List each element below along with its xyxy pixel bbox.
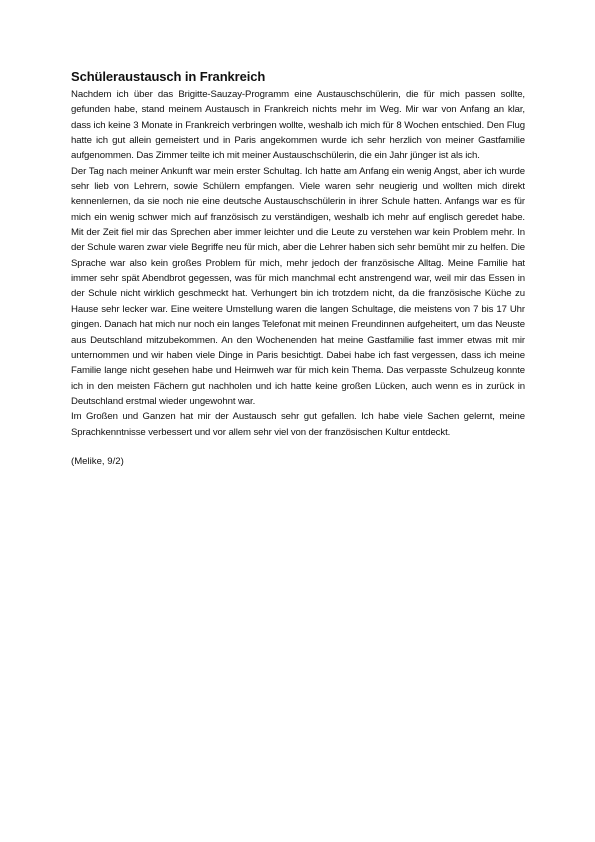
document-page <box>71 68 525 469</box>
paragraph-school: Der Tag nach meiner Ankunft war mein erster Schultag. Ich hatte am Anfang ein wenig Angst, aber ich wurde sehr lieb von Lehrern, sowie Schülern empfangen. Viele waren sehr neugierig und wollten mich direkt kennenlernen, da sie noch nie eine deutsche Austauschschülerin in ihrer Schule hatten. Anfangs war es für mich ein wenig schwer mich auf französisch zu verständigen, weshalb ich mehr auf englisch geredet habe. Mit der Zeit fiel mir das Sprechen aber immer leichter und die Leute zu verstehen war kein Problem mehr. In der Schule waren zwar viele Begriffe neu für mich, aber die Lehrer haben sich sehr bemüht mir zu helfen. Die Sprache war also kein großes Problem für mich, mehr jedoch der französische Alltag. Meine Familie hat immer sehr spät Abendbrot gegessen, was für mich manchmal echt anstrengend war, weil mir das Essen in der Schule nicht wirklich geschmeckt hat. Verhungert bin ich trotzdem nicht, da die französische Küche zu Hause sehr lecker war. Eine weitere Umstellung waren die langen Schultage, die meistens von 7 bis 17 Uhr gingen. Danach hat mich nur noch ein langes Telefonat mit meinen Freundinnen aufgeheitert, um das Neuste aus Deutschland mitzubekommen. An den Wochenenden hat meine Gastfamilie fast immer etwas mit mir unternommen und wir haben viele Dinge in Paris besichtigt. Dabei habe ich fast vergessen, dass ich meine Familie lange nicht gesehen habe und Heimweh war für mich kein Thema. Das verpasste Schulzeug konnte ich in den meisten Fächern gut nachholen und ich hatte keine großen Lücken, auch wenn es in zurück in Deutschland erstmal wieder ungewohnt war. <box>71 165 525 407</box>
author-signature: (Melike, 9/2) <box>71 455 124 467</box>
paragraph-intro: Nachdem ich über das Brigitte-Sauzay-Programm eine Austauschschülerin, die für mich passen sollte, gefunden habe, stand meinem Austausch in Frankreich nichts mehr im Weg. Mir war von Anfang an klar, dass ich keine 3 Monate in Frankreich verbringen wollte, weshalb ich mich für 8 Wochen entschied. Den Flug hatte ich gut allein gemeistert und in Paris angekommen wurde ich sehr herzlich von meiner Gastfamilie aufgenommen. Das Zimmer teilte ich mit meiner Austauschschülerin, die ein Jahr jünger ist als ich. <box>71 89 525 162</box>
paragraph-conclusion: Im Großen und Ganzen hat mir der Austausch sehr gut gefallen. Ich habe viele Sachen gelernt, meine Sprachkenntnisse verbessert und vor allem sehr viel von der französischen Kultur entdeckt. <box>71 411 525 438</box>
document-title: Schüleraustausch in Frankreich <box>71 69 266 84</box>
